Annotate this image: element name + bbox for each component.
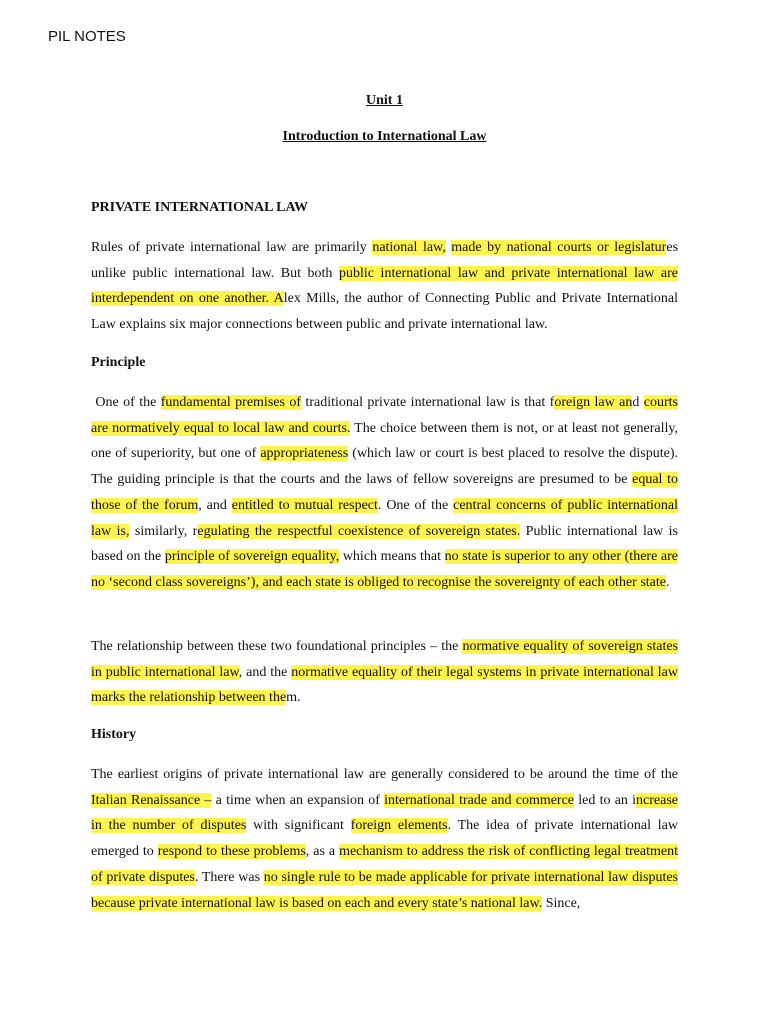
text-run: . One of the: [377, 497, 454, 513]
highlighted-text: normative equality of their legal systems in private international law marks the relationship between the: [91, 664, 678, 706]
text-run: similarly, r: [129, 523, 198, 539]
text-run: traditional private international law is that f: [301, 395, 555, 410]
section-title: PRIVATE INTERNATIONAL LAW: [91, 200, 309, 215]
highlighted-text: central concerns of public international law is,: [91, 497, 678, 539]
highlighted-text: foreign elements: [350, 818, 448, 834]
highlighted-text: fundamental premises of: [160, 395, 302, 410]
highlighted-text: principle of sovereign equality,: [164, 549, 340, 565]
highlighted-text: ncrease in the number of disputes: [91, 792, 679, 834]
text-run: , as a: [305, 844, 340, 860]
intro-title: Introduction to International Law: [282, 129, 487, 144]
paragraph-principle: [91, 390, 678, 596]
highlighted-text: normative equality of sovereign states in public international law: [91, 639, 678, 680]
text-run: d: [632, 395, 644, 410]
highlighted-text: appropriateness: [260, 446, 349, 462]
text-run: a time when an expansion of: [211, 792, 385, 808]
highlighted-text: oreign law an: [554, 395, 633, 410]
highlighted-text: equal to those of the forum: [91, 472, 678, 513]
text-run: Public international law is based on the: [91, 523, 679, 565]
text-run: .: [665, 574, 670, 590]
text-run: with significant: [246, 818, 351, 834]
highlighted-text: Italian Renaissance –: [91, 792, 212, 808]
text-run: m.: [286, 690, 301, 706]
highlighted-text: public international law and private international law are interdependent on one another. A: [91, 265, 678, 307]
text-run: Since,: [542, 895, 581, 911]
highlighted-text: no single rule to be made applicable for private international law disputes because private international law is based on each and every state’s national law.: [91, 869, 678, 911]
highlighted-text: entitled to mutual respect: [231, 497, 378, 513]
highlighted-text: egulating the respectful coexistence of sovereign states.: [197, 523, 521, 539]
highlighted-text: no state is superior to any other (there are no ‘second class sovereigns’), and each state is obliged to recognise the sovereignty of each other state: [91, 549, 678, 590]
text-run: (which law or court is best placed to resolve the dispute). The guiding principle is that the courts and the laws of fellow sovereigns are presumed to be: [91, 446, 678, 488]
text-run: The earliest origins of private international law are generally considered to be around the time of the: [91, 767, 678, 782]
text-run: led to an i: [574, 792, 637, 808]
document-header: PIL NOTES: [48, 28, 126, 45]
highlighted-text: mechanism to address the risk of conflicting legal treatment of private disputes: [91, 844, 678, 885]
highlighted-text: respond to these problems: [157, 844, 306, 860]
principle-heading: Principle: [91, 355, 146, 370]
paragraph-relationship: [91, 634, 678, 711]
paragraph-intro: [91, 235, 678, 338]
text-run: The choice between them is not, or at least not generally, one of superiority, but one of: [91, 420, 679, 462]
text-run: es unlike public international law. But both: [91, 240, 679, 281]
history-heading: History: [91, 727, 137, 742]
text-run: , and the: [238, 664, 292, 680]
text-run: . The idea of private international law emerged to: [91, 818, 679, 860]
unit-title: Unit 1: [366, 93, 403, 108]
highlighted-text: international trade and commerce: [384, 792, 575, 808]
highlighted-text: made by national courts or legislatur: [451, 240, 667, 255]
text-run: The relationship between these two foundational principles – the: [91, 639, 463, 654]
text-run: lex Mills, the author of Connecting Public and Private International Law explains six major connections between public and private international law.: [91, 291, 678, 333]
text-run: Rules of private international law are primarily: [91, 240, 373, 255]
paragraph-history: [91, 762, 678, 916]
text-run: which means that: [339, 549, 445, 565]
text-run: , and: [198, 497, 232, 513]
text-run: One of the: [91, 395, 161, 410]
text-run: . There was: [194, 869, 264, 885]
highlighted-text: national law,: [372, 240, 446, 255]
highlighted-text: courts are normatively equal to local law and courts.: [91, 395, 678, 436]
